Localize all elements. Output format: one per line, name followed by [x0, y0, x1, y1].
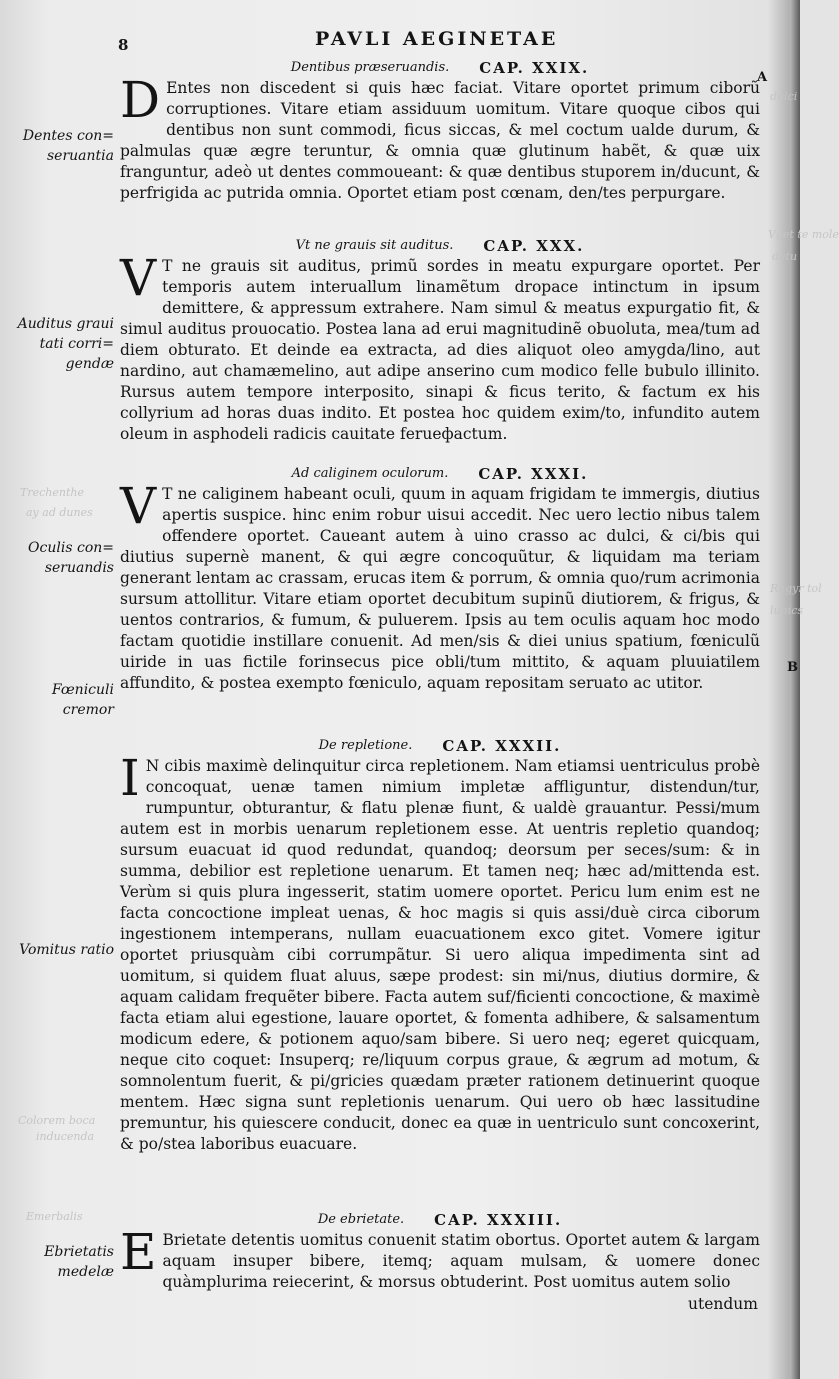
- chapter-heading: [120, 236, 760, 256]
- chapter-body: T ne caliginem habeant oculi, quum in aquam frigidam te immergis, diutius apertis suspice. hinc enim robur uisui accedit. Nec uero lectio nibus talem offendere oportet. Caueant autem à uino crasso ac dulci, & ci/bis qui diutius supernè manent, & qui ægre concoquũtur, & liquidam ma teriam generant lentam ac crassam, erucas item & porrum, & omnia quo/rum acrimonia sursum attollitur. Vitare etiam oportet decubitum supinũ diutiorem, & frigus, & uentos contrarios, & fumum, & puluerem. Ipsis au tem oculis aquam hoc modo factam quotidie instillare conuenit. Ad men/sis & diei unius spatium, fœniculũ uiride in uas fictile forinsecus pice obli/tum mittito, & aquam pluuiatilem affundito, & postea exempto fœniculo, aquam repositam seruato ac utitor.: [120, 485, 760, 692]
- chapter-number: CAP. XXXI.: [478, 465, 589, 483]
- running-head: PAVLI AEGINETAE: [315, 28, 559, 50]
- chapter-heading: [120, 58, 760, 78]
- show-through-text: Emerbalis: [26, 1210, 83, 1223]
- margin-note: Fœniculi cremor: [51, 682, 114, 718]
- margin-note: Dentes con= seruantia: [22, 128, 114, 164]
- chapter-number: CAP. XXX.: [483, 237, 585, 255]
- drop-cap: E: [120, 1223, 157, 1281]
- section-letter-a: A: [757, 70, 768, 85]
- chapter-number: CAP. XXIX.: [479, 59, 590, 77]
- chapter-subject: Ad caliginem oculorum.: [291, 466, 449, 481]
- show-through-text: inducenda: [36, 1130, 95, 1143]
- chapter-subject: De ebrietate.: [317, 1212, 405, 1227]
- show-through-text: lunics: [770, 604, 804, 617]
- chapter-heading: [120, 1210, 760, 1230]
- show-through-text: ay ad dunes: [26, 506, 93, 519]
- chapter-heading: [120, 464, 760, 484]
- drop-cap: I: [120, 749, 140, 807]
- chapter-33: [120, 1210, 760, 1293]
- page-header: [110, 26, 770, 56]
- chapter-body: Entes non discedent si quis hæc faciat. Vitare oportet primum ciborũ corruptiones. Vitare etiam assiduum uomitum. Vitare quoque cibos qui dentibus non sunt commodi, ficus siccas, & mel coctum ualde durum, & palmulas quæ ægre teruntur, & omnia quæ glutinum habẽt, & quæ uix franguntur, adeò ut dentes commoueant: & quæ dentibus stuporem in/ducunt, & perfrigida ac putrida omnia. Oportet etiam post cœnam, den/tes perpurgare.: [120, 79, 760, 202]
- chapter-text: [120, 249, 760, 445]
- section-letter-b: B: [787, 660, 798, 675]
- show-through-text: Colorem boca: [18, 1114, 96, 1127]
- drop-cap: V: [120, 477, 157, 535]
- chapter-body: T ne grauis sit auditus, primũ sordes in meatu expurgare oportet. Per temporis autem interuallum linamẽtum dropace intinctum in ipsum demittere, & appressum extrahere. Nam simul & meatus expurgatio fit, & simul auditus prouocatio. Postea lana ad erui magnitudinẽ obuoluta, mea/tum ad diem obturato. Et deinde ea extracta, ad dies aliquot oleo amygda/lino, aut nardino, aut chamæmelino, aut adipe anserino cum modico felle bubulo illinito. Rursus autem tempore interposito, sinapi & ficus terito, & factum ex his collyrium ad horas duas indito. Et postea hoc quidem exim/to, infundito autem oleum in asphodeli radicis cauitate ferueфactum.: [120, 257, 760, 443]
- chapter-body: Brietate detentis uomitus conuenit statim obortus. Oportet autem & largam aquam insuper bibere, itemq; aquam mulsam, & uomere donec quàmplurima reiecerint, & morsus obtuderint. Post uomitus autem solio: [162, 1231, 760, 1291]
- chapter-subject: Vt ne grauis sit auditus.: [295, 238, 454, 253]
- margin-note: Ebrietatis medelæ: [44, 1244, 114, 1280]
- chapter-29: [120, 58, 760, 204]
- show-through-text: Vget te mole: [768, 228, 839, 241]
- chapter-text: [120, 1223, 760, 1293]
- chapter-text: [120, 477, 760, 694]
- chapter-number: CAP. XXXII.: [442, 737, 562, 755]
- margin-note: Vomitus ratio: [19, 942, 114, 958]
- chapter-30: [120, 236, 760, 445]
- show-through-text: detu: [772, 250, 798, 263]
- chapter-heading: [120, 736, 760, 756]
- book-spine-shadow: [790, 0, 800, 1379]
- margin-note: Auditus graui tati corri= gendæ: [17, 316, 114, 372]
- drop-cap: V: [120, 249, 157, 307]
- chapter-32: [120, 736, 760, 1155]
- drop-cap: D: [120, 71, 161, 129]
- margin-note: Oculis con= seruandis: [28, 540, 114, 576]
- chapter-body: N cibis maximè delinquitur circa repletionem. Nam etiamsi uentriculus probè concoquat, uenæ tamen nimium impletæ affliguntur, distendun/tur, rumpuntur, obturantur, & flatu plenæ fiunt, & ualdè grauantur. Pessi/mum autem est in morbis uenarum repletionem esse. At uentris repletio quandoq; sursum euacuat id quod redundat, quandoq; deorsum per seces/sum: & in summa, debilior est repletione uenarum. Et tamen neq; hæc ad/mittenda est. Verùm si quis plura ingesserit, statim uomere oportet. Pericu lum enim est ne facta concoctione impleat uenas, & hoc magis si quis assi/duè circa ciborum ingestionem intemperans, nullam euacuationem exco gitet. Vomere igitur oportet priusquàm cibi corrumpãtur. Si uero aliqua impedimenta sint ad uomitum, si quidem fluat aluus, sæpe prodest: sin mi/nus, diutius dormire, & aquam calidam frequẽter bibere. Facta autem suf/ficienti concoctione, & maximè facta etiam alui egestione, lauare oportet, & fomenta adhibere, & salsamentum modicum edere, & potionem aquo/sam bibere. Si uero neq; egeret quicquam, neque cito coquet: Insuperq; re/liquum corpus graue, & ægrum ad motum, & somnolentum fuerit, & pi/gricies quædam præter rationem detinuerint quoque mentem. Hæc signa sunt repletionis uenarum. Qui uero ob hæc lassitudine premuntur, his quiescere conducit, donec ea quæ in uentriculo sunt concoxerint, & po/stea laboribus euacuare.: [120, 757, 760, 1153]
- chapter-number: CAP. XXXIII.: [434, 1211, 563, 1229]
- catchword: utendum: [688, 1295, 758, 1313]
- show-through-text: Ragyr tol: [770, 582, 822, 595]
- chapter-31: [120, 464, 760, 694]
- chapter-text: [120, 71, 760, 204]
- chapter-text: [120, 749, 760, 1155]
- page-number: 8: [118, 36, 129, 54]
- chapter-subject: Dentibus præseruandis.: [290, 60, 450, 75]
- chapter-subject: De repletione.: [318, 738, 413, 753]
- show-through-text: Trechenthe: [20, 486, 84, 499]
- show-through-text: dulci: [770, 90, 798, 103]
